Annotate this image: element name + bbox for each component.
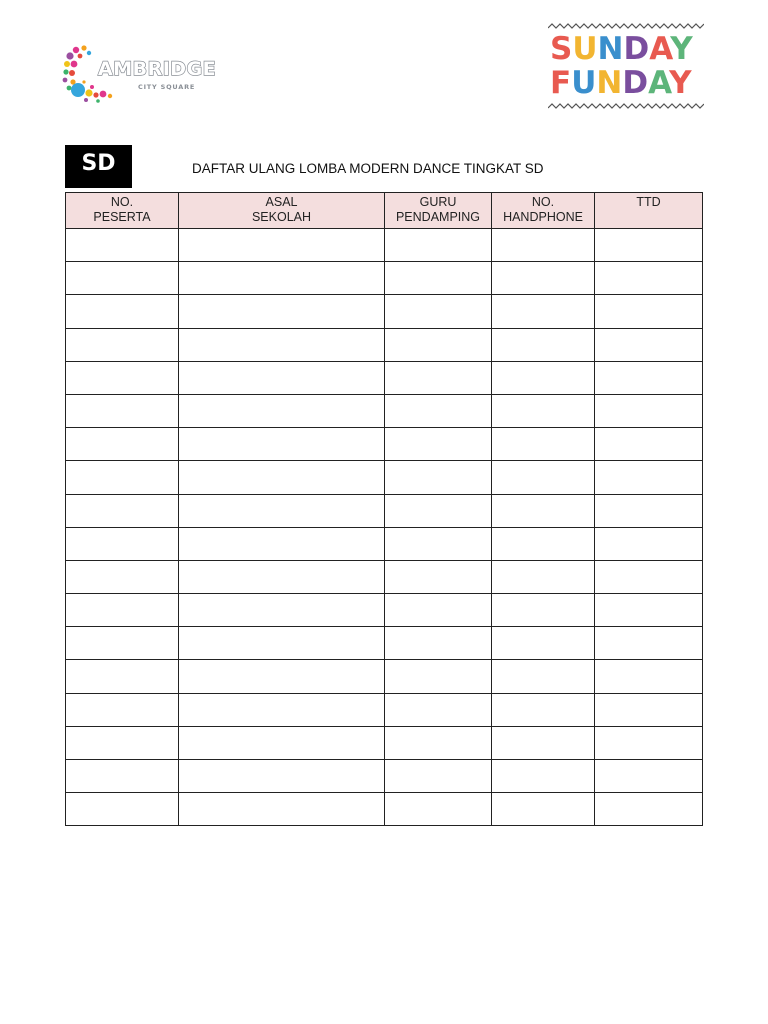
table-cell[interactable] [595,229,703,262]
header-line: HANDPHONE [503,210,583,224]
table-cell[interactable] [66,793,179,826]
table-cell[interactable] [179,693,385,726]
table-cell[interactable] [66,726,179,759]
table-cell[interactable] [385,527,492,560]
table-cell[interactable] [66,394,179,427]
table-cell[interactable] [179,627,385,660]
table-cell[interactable] [385,328,492,361]
table-cell[interactable] [66,428,179,461]
table-cell[interactable] [179,428,385,461]
logo-letter: Y [669,65,692,101]
table-cell[interactable] [66,361,179,394]
table-cell[interactable] [179,262,385,295]
header-line: NO. [531,195,555,209]
table-cell[interactable] [492,428,595,461]
table-row [66,527,703,560]
table-cell[interactable] [385,760,492,793]
table-cell[interactable] [492,262,595,295]
table-row [66,229,703,262]
table-header-row [66,193,703,229]
header-line: PENDAMPING [395,210,481,224]
table-cell[interactable] [595,726,703,759]
table-cell[interactable] [385,793,492,826]
table-cell[interactable] [179,494,385,527]
table-row [66,494,703,527]
table-cell[interactable] [385,627,492,660]
table-row [66,594,703,627]
header-no-handphone [492,193,595,229]
header-line: SEKOLAH [251,210,312,224]
table-cell[interactable] [385,560,492,593]
logo-letter: S [550,31,573,67]
table-cell[interactable] [179,461,385,494]
header-no-peserta [66,193,179,229]
cambridge-subtitle: CITY SQUARE [138,83,196,91]
table-cell[interactable] [492,295,595,328]
table-row [66,660,703,693]
table-row [66,793,703,826]
table-cell[interactable] [66,693,179,726]
header-guru-pendamping [385,193,492,229]
table-cell[interactable] [385,594,492,627]
table-cell[interactable] [595,295,703,328]
table-cell[interactable] [66,295,179,328]
table-cell[interactable] [595,394,703,427]
table-cell[interactable] [595,560,703,593]
document-title: DAFTAR ULANG LOMBA MODERN DANCE TINGKAT SD [192,161,544,176]
table-row [66,361,703,394]
table-cell[interactable] [595,494,703,527]
registration-table [65,192,703,826]
table-cell[interactable] [385,361,492,394]
table-cell[interactable] [595,262,703,295]
table-cell[interactable] [179,328,385,361]
table-row [66,394,703,427]
table-cell[interactable] [492,726,595,759]
header-ttd [595,193,703,229]
header-line: ASAL [265,195,298,209]
logo-letter: U [572,31,598,67]
table-cell[interactable] [492,560,595,593]
sunday-text [550,31,693,67]
table-cell[interactable] [385,693,492,726]
table-cell[interactable] [66,527,179,560]
table-cell[interactable] [595,760,703,793]
table-cell[interactable] [595,693,703,726]
logo-letter: U [571,65,597,101]
table-cell[interactable] [385,262,492,295]
table-row [66,693,703,726]
table-cell[interactable] [492,793,595,826]
table-cell[interactable] [492,328,595,361]
table-cell[interactable] [179,660,385,693]
table-row [66,262,703,295]
header-line: GURU [419,195,457,209]
table-cell[interactable] [595,594,703,627]
logo-letter: D [623,31,650,67]
logo-letter: F [550,65,572,101]
logo-letter: A [649,31,671,67]
table-cell[interactable] [595,361,703,394]
table-cell[interactable] [179,394,385,427]
header-line: NO. [110,195,134,209]
table-cell[interactable] [385,295,492,328]
table-cell[interactable] [66,660,179,693]
table-cell[interactable] [179,361,385,394]
table-cell[interactable] [66,229,179,262]
table-cell[interactable] [385,229,492,262]
table-cell[interactable] [66,328,179,361]
table-cell[interactable] [595,660,703,693]
table-cell[interactable] [492,660,595,693]
table-cell[interactable] [595,428,703,461]
table-body [66,229,703,826]
zigzag-bottom-icon [548,102,704,110]
table-cell[interactable] [179,527,385,560]
table-cell[interactable] [179,229,385,262]
table-cell[interactable] [66,760,179,793]
table-cell[interactable] [595,527,703,560]
table-cell[interactable] [385,726,492,759]
logo-letter: N [596,65,623,101]
table-cell[interactable] [66,494,179,527]
logo-letter: Y [670,31,693,67]
table-cell[interactable] [179,560,385,593]
table-cell[interactable] [66,560,179,593]
table-cell[interactable] [492,760,595,793]
table-cell[interactable] [595,627,703,660]
cambridge-logo [62,42,222,104]
logo-letter: N [597,31,624,67]
table-row [66,328,703,361]
table-row [66,560,703,593]
table-cell[interactable] [492,527,595,560]
table-cell[interactable] [492,627,595,660]
table-row [66,726,703,759]
table-cell[interactable] [66,461,179,494]
table-cell[interactable] [595,461,703,494]
table-cell[interactable] [492,361,595,394]
header-line: TTD [636,195,661,209]
table-cell[interactable] [492,394,595,427]
table-cell[interactable] [385,494,492,527]
table-cell[interactable] [179,726,385,759]
table-cell[interactable] [492,494,595,527]
table-row [66,295,703,328]
table-cell[interactable] [595,793,703,826]
table-cell[interactable] [492,229,595,262]
table-cell[interactable] [492,594,595,627]
logo-letter: A [648,65,670,101]
table-row [66,760,703,793]
table-cell[interactable] [492,693,595,726]
table-cell[interactable] [385,428,492,461]
table-cell[interactable] [179,594,385,627]
table-row [66,627,703,660]
table-cell[interactable] [66,262,179,295]
table-cell[interactable] [595,328,703,361]
table-cell[interactable] [492,461,595,494]
table-cell[interactable] [179,760,385,793]
table-cell[interactable] [179,793,385,826]
zigzag-top-icon [548,22,704,30]
header-asal-sekolah [179,193,385,229]
sunday-funday-logo [548,22,704,112]
header-line: PESERTA [93,210,151,224]
level-badge: SD [65,145,132,188]
cambridge-wordmark: AMBRIDGE [98,58,217,80]
logo-letter: D [622,65,649,101]
table-cell[interactable] [66,627,179,660]
table-cell[interactable] [385,660,492,693]
table-row [66,461,703,494]
table-cell[interactable] [385,461,492,494]
table-row [66,428,703,461]
table-cell[interactable] [66,594,179,627]
table-cell[interactable] [385,394,492,427]
funday-text [550,65,692,101]
table-cell[interactable] [179,295,385,328]
